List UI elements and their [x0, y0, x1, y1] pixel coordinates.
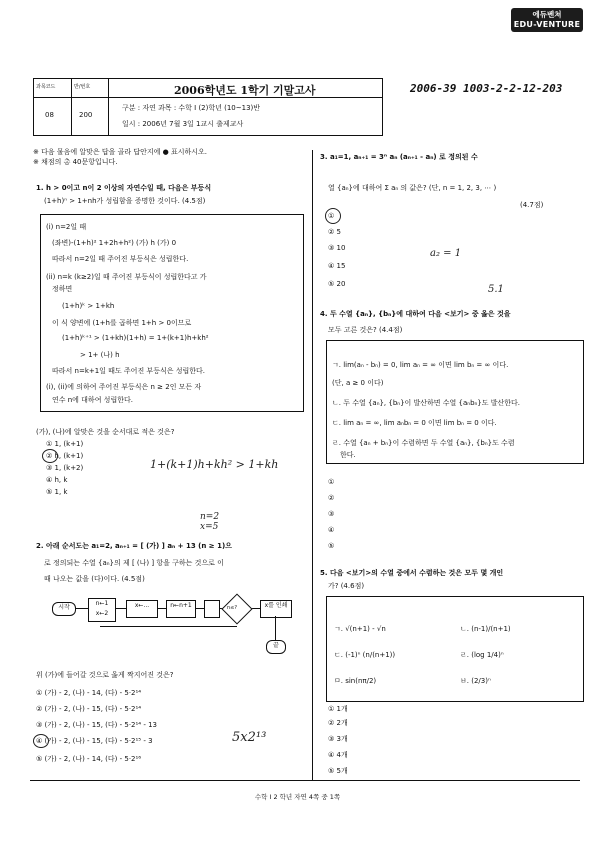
- header-cell-label-1: 과목코드: [36, 84, 56, 90]
- q3-points: (4.7점): [520, 201, 544, 209]
- q4-statement: ㄴ. 두 수열 {aₙ}, {bₙ}이 발산하면 수열 {aₙbₙ}도 발산한다.: [332, 399, 521, 407]
- flow-loop-back: [100, 626, 237, 627]
- q4-text: 4. 두 수열 {aₙ}, {bₙ}에 대하여 다음 <보기> 중 옳은 것을: [320, 310, 511, 318]
- q5-item: ㄱ. √(n+1) - √n: [334, 625, 386, 633]
- q4-choice: ③: [328, 510, 335, 518]
- flow-init: n←1 x←2: [88, 598, 116, 622]
- q4-choice: ①: [328, 478, 335, 486]
- q3-choice: ⑤ 20: [328, 280, 346, 288]
- q5-bogi-box: [326, 596, 584, 702]
- instruction-2: ※ 채점의 총 40문항입니다.: [33, 158, 118, 166]
- q3-text: 3. a₁=1, aₙ₊₁ = 3ⁿ aₙ (aₙ₊₁ - aₙ) 로 정의된 수: [320, 153, 478, 161]
- q4-statement: ㄱ. lim(aₙ - bₙ) = 0, lim aₙ = ∞ 이면 lim bₙ = ∞ 이다.: [332, 361, 509, 369]
- header-divider: [34, 97, 109, 98]
- q5-item: ㄴ. (n-1)/(n+1): [460, 625, 511, 633]
- q5-choice: ④ 4개: [328, 751, 348, 759]
- flow-end: 끝: [266, 640, 286, 654]
- q2-choice: ① (가) - 2, (나) - 14, (다) - 5·2¹⁴: [36, 689, 142, 697]
- q2-text-2: 로 정의되는 수열 {aₙ}의 제 [ (나) ] 항을 구하는 것으로 이: [44, 559, 224, 567]
- q4-statement: (단, a ≥ 0 이다): [332, 379, 384, 387]
- flow-start: 시작: [52, 602, 76, 616]
- flow-step-2: [204, 600, 220, 618]
- edu-venture-logo: [511, 8, 583, 32]
- q5-item: ㄷ. (-1)ⁿ (n/(n+1)): [334, 651, 396, 659]
- exam-header: [33, 78, 383, 136]
- q1-choices-prompt: (가), (나)에 알맞은 것을 순서대로 적은 것은?: [36, 428, 175, 436]
- flow-increment: n←n+1: [166, 600, 196, 618]
- q2-choices-prompt: 위 (가)에 들어갈 것으로 옳게 짝지어진 것은?: [36, 671, 174, 679]
- exam-date: 일시 : 2006년 7월 3일 1교시 출제교사: [122, 120, 244, 128]
- flow-step: x←...: [126, 600, 158, 618]
- q5-choice: ⑤ 5개: [328, 767, 348, 775]
- handwriting-note: x=5: [200, 522, 219, 532]
- header-cell-label-2: 반/번호: [74, 84, 91, 90]
- exam-title: 2006학년도 1학기 기말고사: [174, 84, 316, 97]
- q4-choice: ④: [328, 526, 335, 534]
- title-underline: [109, 97, 382, 98]
- q5-item: ㅁ. sin(nπ/2): [334, 677, 377, 685]
- q4-statement: ㄷ. lim aₙ = ∞, lim aₙbₙ = 0 이면 lim bₙ = 0 이다.: [332, 419, 497, 427]
- q5-choice: ② 2개: [328, 719, 348, 727]
- q3-choice: ③ 10: [328, 244, 346, 252]
- bottom-rule: [30, 780, 580, 781]
- proof-line: (1+h)ᵏ > 1+kh: [62, 302, 115, 310]
- answer-mark-circle: [42, 449, 58, 463]
- q5-choice: ① 1개: [328, 705, 348, 713]
- q2-text-3: 때 나오는 값을 (다)이다. (4.5점): [44, 575, 145, 583]
- q4-statement: ㄹ. 수열 {aₙ + bₙ}이 수렴하면 두 수열 {aₙ}, {bₙ}도 수렴: [332, 439, 515, 447]
- proof-line: 정하면: [52, 285, 73, 293]
- handwriting-note: a₂ = 1: [430, 248, 462, 259]
- page-footer: 수학 I 2 학년 자연 4쪽 중 1쪽: [254, 793, 341, 801]
- proof-line: (i), (ii)에 의하여 주어진 부등식은 n ≥ 2인 모든 자: [46, 383, 202, 391]
- q1-choice: ① 1, (k+1): [46, 440, 84, 448]
- exam-course: 구분 : 자연 과목 : 수학 I (2)학년 (10~13)반: [122, 104, 261, 112]
- proof-line: (ii) n=k (k≥2)일 때 주어진 부등식이 성립한다고 가: [46, 273, 207, 281]
- q5-choice: ③ 3개: [328, 735, 348, 743]
- logo-line1: 에듀벤쳐: [532, 10, 562, 19]
- q3-choice: ①: [328, 212, 335, 220]
- flow-connector-down: [275, 616, 276, 640]
- q1-text: 1. h > 0이고 n이 2 이상의 자연수일 때, 다음은 부등식: [36, 184, 212, 192]
- proof-line: 따라서 n=k+1일 때도 주어진 부등식은 성립한다.: [52, 367, 205, 375]
- q4-statement: 한다.: [340, 451, 356, 459]
- q3-text-2: 열 {aₙ}에 대하여 Σ aₙ 의 값은? (단, n = 1, 2, 3, ⋯ ): [328, 184, 497, 192]
- q4-choice: ⑤: [328, 542, 335, 550]
- q1-choice: ④ h, k: [46, 476, 68, 484]
- header-cell-pages: 200: [79, 111, 93, 119]
- q2-choice: ② (가) - 2, (나) - 15, (다) - 5·2¹⁴: [36, 705, 142, 713]
- handwriting-note: n=2: [200, 512, 220, 522]
- flow-output: x를 인쇄: [260, 600, 292, 618]
- q2-choice: ④ (가) - 2, (나) - 15, (다) - 5·2¹⁵ - 3: [36, 737, 153, 745]
- q5-item: ㅂ. (2/3)ⁿ: [460, 677, 491, 685]
- proof-line: (좌변)-(1+h)² 1+2h+h²) (가) h (가) 0: [52, 239, 177, 247]
- flow-decision-label: n≤?: [227, 605, 238, 611]
- q5-text: 5. 다음 <보기>의 수열 중에서 수렴하는 것은 모두 몇 개인: [320, 569, 504, 577]
- instruction-1: ※ 다음 물음에 알맞은 답을 골라 답안지에 ● 표시하시오.: [33, 148, 208, 156]
- header-cell-code: 08: [45, 111, 54, 119]
- handwritten-id: 2006-39 1003-2-2-12-203: [410, 82, 563, 95]
- answer-mark-circle: [325, 208, 341, 224]
- proof-line: (i) n=2일 때: [46, 223, 87, 231]
- q2-choice: ③ (가) - 2, (나) - 15, (다) - 5·2¹⁴ - 13: [36, 721, 157, 729]
- q5-item: ㄹ. (log 1/4)ⁿ: [460, 651, 504, 659]
- answer-mark-circle: [33, 734, 49, 748]
- proof-line: 이 식 양변에 (1+h를 곱하면 1+h > 0이므로: [52, 319, 192, 327]
- q1-choice: ⑤ 1, k: [46, 488, 68, 496]
- proof-line: > 1+ (나) h: [80, 351, 120, 359]
- q4-choice: ②: [328, 494, 335, 502]
- q5-text-2: 가? (4.6점): [328, 582, 365, 590]
- q3-choice: ④ 15: [328, 262, 346, 270]
- q4-text-2: 모두 고른 것은? (4.4점): [328, 326, 403, 334]
- q2-choice: ⑤ (가) - 2, (나) - 14, (다) - 5·2¹⁶: [36, 755, 142, 763]
- handwriting-note: 1+(k+1)h+kh² > 1+kh: [150, 458, 279, 471]
- handwriting-note: 5x2¹³: [232, 730, 267, 745]
- q1-choice: ③ 1, (k+2): [46, 464, 84, 472]
- proof-line: 연수 n에 대하여 성립한다.: [52, 396, 133, 404]
- q3-choice: ② 5: [328, 228, 341, 236]
- logo-line2: EDU-VENTURE: [513, 20, 581, 29]
- proof-line: 따라서 n=2일 때 주어진 부등식은 성립한다.: [52, 255, 189, 263]
- proof-line: (1+h)ᵏ⁺¹ > (1+kh)(1+h) = 1+(k+1)h+kh²: [62, 334, 209, 342]
- q1-choice: ② h, (k+1): [46, 452, 84, 460]
- q1-formula: (1+h)ⁿ > 1+nh가 성립함을 증명한 것이다. (4.5점): [44, 197, 206, 205]
- column-divider: [312, 150, 313, 780]
- handwriting-note: 5.1: [488, 284, 504, 295]
- q2-text: 2. 아래 순서도는 a₁=2, aₙ₊₁ = [ (가) ] aₙ + 13 (n ≥ 1)으: [36, 542, 232, 550]
